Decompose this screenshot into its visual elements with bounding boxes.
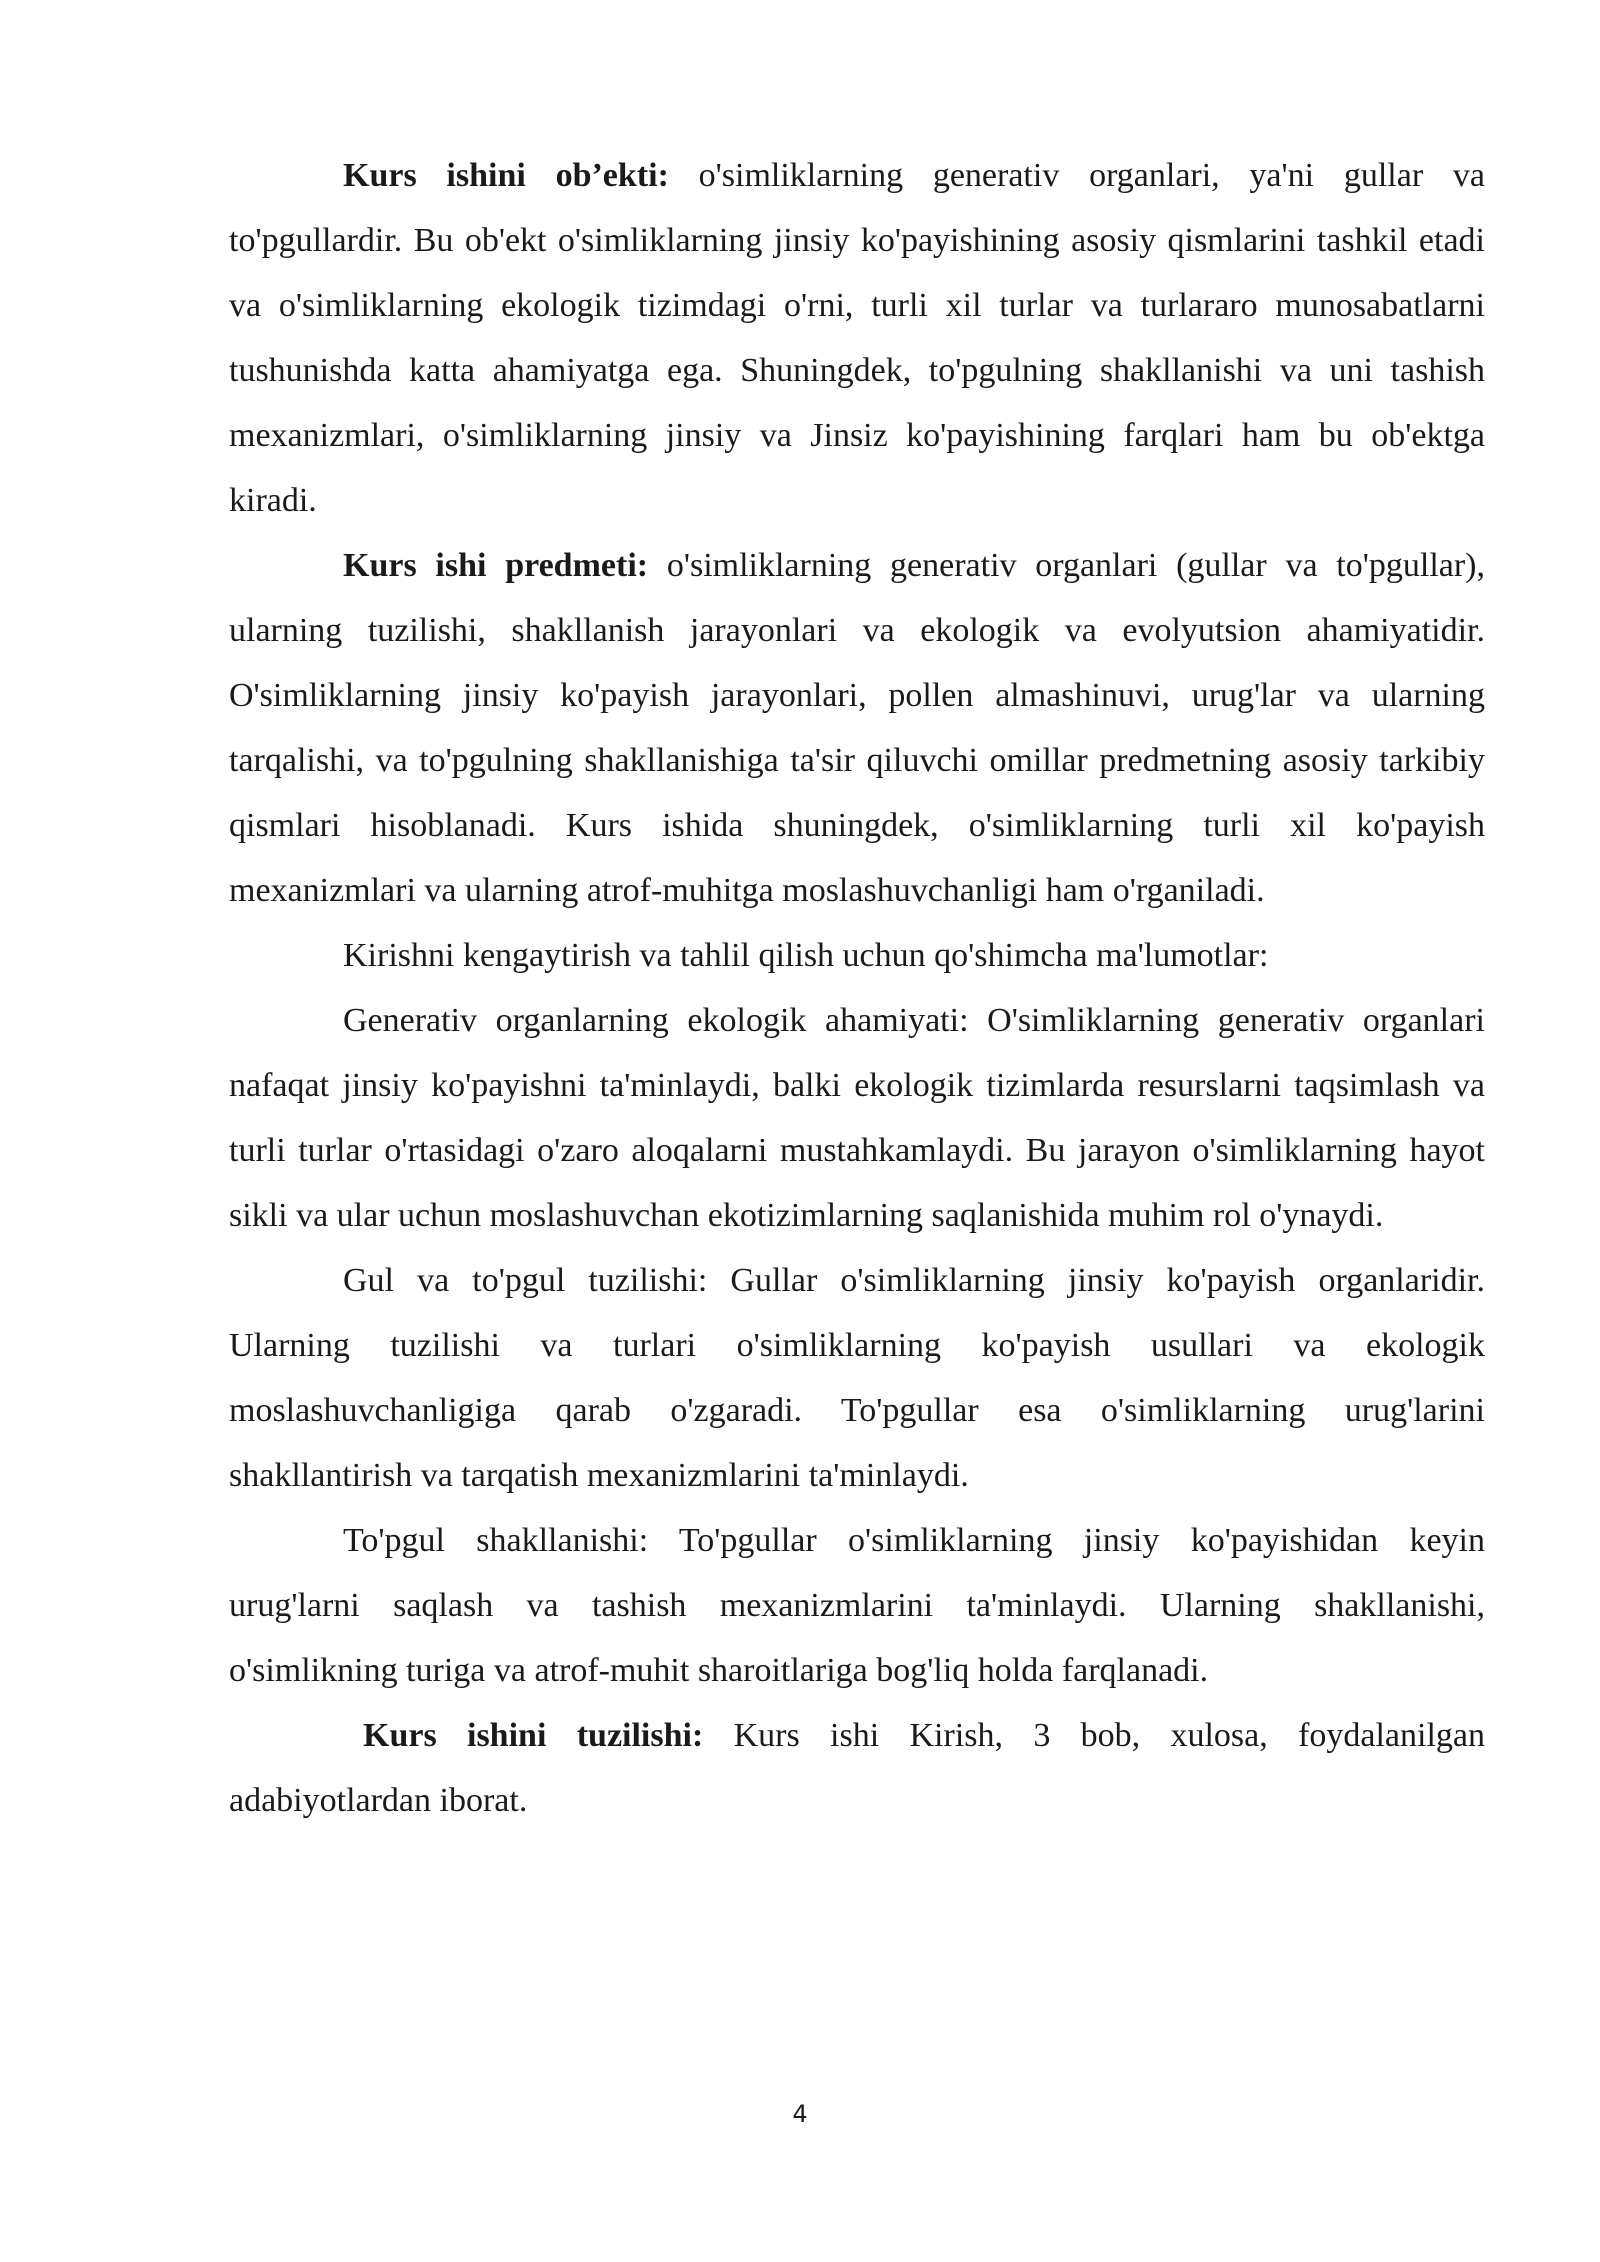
paragraph-object-label: Kurs ishini ob’ekti: bbox=[343, 157, 669, 194]
paragraph-object-text: o'simliklarning generativ organlari, ya'ni gullar va to'pgullardir. Bu ob'ekt o'simliklarning jinsiy ko'payishining asosiy qismlarini tashkil etadi va o'simliklarning ekologik tizimdagi o'rni, turli xil turlar va turlararo munosabatlarni tushunishda katta ahamiyatga ega. Shuningdek, to'pgulning shakllanishi va uni tashish mexanizmlari, o'simliklarning jinsiy va Jinsiz ko'payishining farqlari ham bu ob'ektga kiradi. bbox=[229, 157, 1485, 519]
page-number: 4 bbox=[792, 2100, 808, 2128]
paragraph-ecological-significance-text: Generativ organlarning ekologik ahamiyati: O'simliklarning generativ organlari nafaqat jinsiy ko'payishni ta'minlaydi, balki ekologik tizimlarda resurslarni taqsimlash va turli turlar o'rtasidagi o'zaro aloqalarni mustahkamlaydi. Bu jarayon o'simliklarning hayot sikli va ular uchun moslashuvchan ekotizimlarning saqlanishida muhim rol o'ynaydi. bbox=[229, 1002, 1485, 1234]
paragraph-structure-label: Kurs ishini tuzilishi: bbox=[363, 1717, 704, 1754]
paragraph-subject-label: Kurs ishi predmeti: bbox=[343, 547, 649, 584]
paragraph-subject bbox=[229, 533, 1485, 923]
page-body bbox=[229, 143, 1485, 1833]
paragraph-structure-text: Kurs ishi Kirish, 3 bob, xulosa, foydalanilgan adabiyotlardan iborat. bbox=[229, 1717, 1486, 1819]
paragraph-flower-structure bbox=[229, 1248, 1485, 1508]
paragraph-subject-text: o'simliklarning generativ organlari (gullar va to'pgullar), ularning tuzilishi, shakllanish jarayonlari va ekologik va evolyutsion ahamiyatidir. O'simliklarning jinsiy ko'payish jarayonlari, pollen almashinuvi, urug'lar va ularning tarqalishi, va to'pgulning shakllanishiga ta'sir qiluvchi omillar predmetning asosiy tarkibiy qismlari hisoblanadi. Kurs ishida shuningdek, o'simliklarning turli xil ko'payish mexanizmlari va ularning atrof-muhitga moslashuvchanligi ham o'rganiladi. bbox=[229, 547, 1485, 909]
paragraph-additional-info-intro bbox=[229, 923, 1485, 988]
paragraph-flower-structure-text: Gul va to'pgul tuzilishi: Gullar o'simliklarning jinsiy ko'payish organlaridir. Ularning tuzilishi va turlari o'simliklarning ko'payish usullari va ekologik moslashuvchanligiga qarab o'zgaradi. To'pgullar esa o'simliklarning urug'larini shakllantirish va tarqatish mexanizmlarini ta'minlaydi. bbox=[229, 1262, 1485, 1494]
paragraph-inflorescence-formation bbox=[229, 1508, 1485, 1703]
paragraph-object bbox=[229, 143, 1485, 533]
paragraph-additional-info-intro-text: Kirishni kengaytirish va tahlil qilish uchun qo'shimcha ma'lumotlar: bbox=[343, 937, 1269, 974]
paragraph-structure bbox=[229, 1703, 1485, 1833]
paragraph-inflorescence-formation-text: To'pgul shakllanishi: To'pgullar o'simliklarning jinsiy ko'payishidan keyin urug'larni saqlash va tashish mexanizmlarini ta'minlaydi. Ularning shakllanishi, o'simlikning turiga va atrof-muhit sharoitlariga bog'liq holda farqlanadi. bbox=[229, 1522, 1485, 1689]
paragraph-ecological-significance bbox=[229, 988, 1485, 1248]
